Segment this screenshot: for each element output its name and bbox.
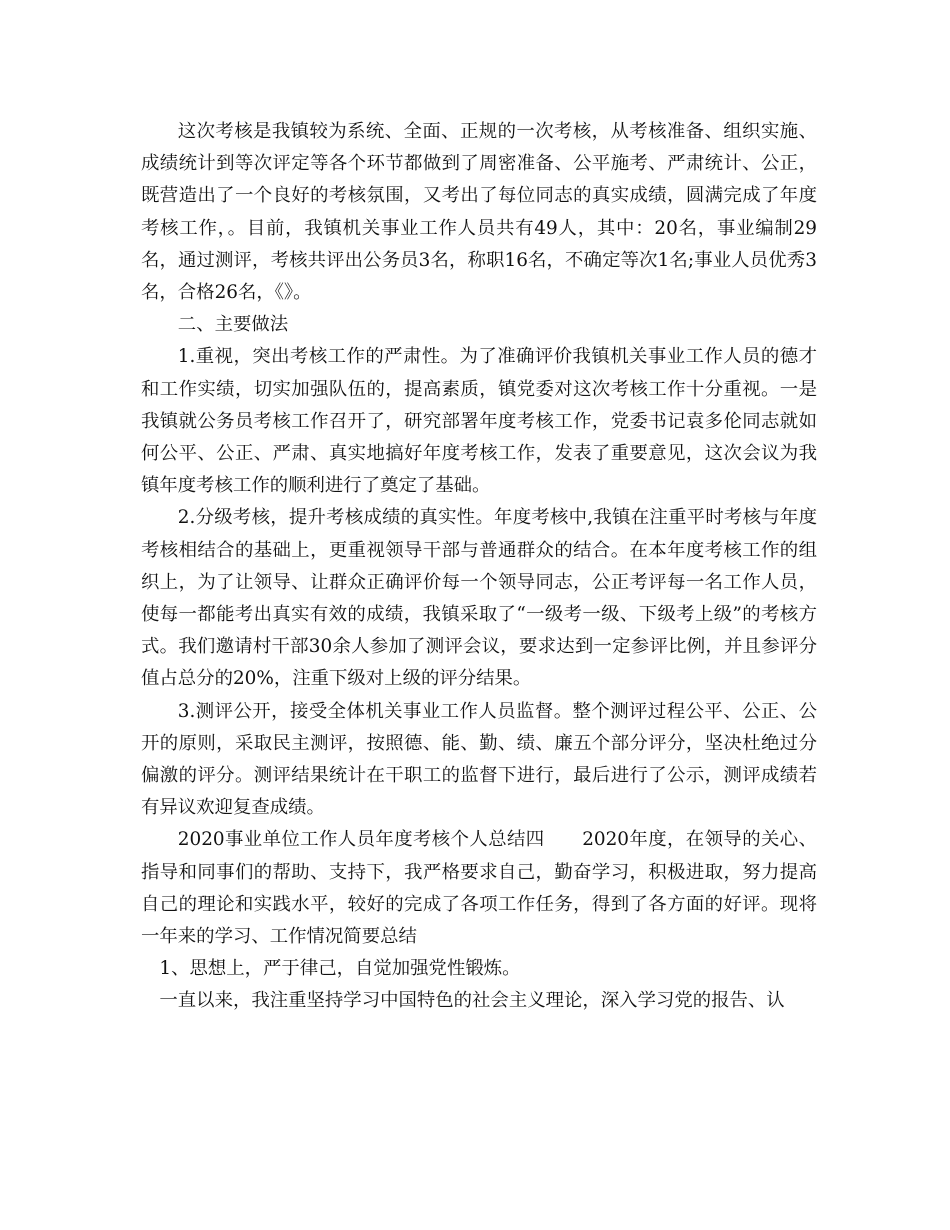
document-page — [141, 116, 817, 1018]
paragraph-summary-four: 2020事业单位工作人员年度考核个人总结四 2020年度，在领导的关心、指导和同事们的帮助、支持下，我严格要求自己，勤奋学习，积极进取，努力提高自己的理论和实践水平，较好的完成了各项工作任务，得到了各方面的好评。现将一年来的学习、工作情况简要总结 — [141, 829, 817, 948]
paragraph-assessment-overview: 这次考核是我镇较为系统、全面、正规的一次考核，从考核准备、组织实施、成绩统计到等次评定等各个环节都做到了周密准备、公平施考、严肃统计、公正，既营造出了一个良好的考核氛围，又考出了每位同志的真实成绩，圆满完成了年度考核工作，。目前，我镇机关事业工作人员共有49人，其中：20名，事业编制29名，通过测评，考核共评出公务员3名，称职16名，不确定等次1名;事业人员优秀3名，合格26名，《》。 — [141, 121, 817, 304]
paragraph-practice-2: 2.分级考核，提升考核成绩的真实性。年度考核中,我镇在注重平时考核与年度考核相结合的基础上，更重视领导干部与普通群众的结合。在本年度考核工作的组织上，为了让领导、让群众正确评价每一个领导同志，公正考评每一名工作人员，使每一都能考出真实有效的成绩，我镇采取了“一级考一级、下级考上级”的考核方式。我们邀请村干部30余人参加了测评会议，要求达到一定参评比例，并且参评分值占总分的20%，注重下级对上级的评分结果。 — [141, 507, 817, 690]
paragraph-practice-3: 3.测评公开，接受全体机关事业工作人员监督。整个测评过程公平、公正、公开的原则，采取民主测评，按照德、能、勤、绩、廉五个部分评分，坚决杜绝过分偏激的评分。测评结果统计在干职工的监督下进行，最后进行了公示，测评成绩若有异议欢迎复查成绩。 — [141, 700, 817, 819]
paragraph-ideology-start: 一直以来，我注重坚持学习中国特色的社会主义理论，深入学习党的报告、认 — [159, 990, 785, 1012]
heading-ideology: 1、思想上，严于律己，自觉加强党性锻炼。 — [159, 958, 521, 980]
paragraph-practice-1: 1.重视，突出考核工作的严肃性。为了准确评价我镇机关事业工作人员的德才和工作实绩，切实加强队伍的，提高素质，镇党委对这次考核工作十分重视。一是我镇就公务员考核工作召开了，研究部署年度考核工作，党委书记袁多伦同志就如何公平、公正、严肃、真实地搞好年度考核工作，发表了重要意见，这次会议为我镇年度考核工作的顺利进行了奠定了基础。 — [141, 346, 817, 497]
heading-main-practices: 二、主要做法 — [177, 314, 289, 336]
